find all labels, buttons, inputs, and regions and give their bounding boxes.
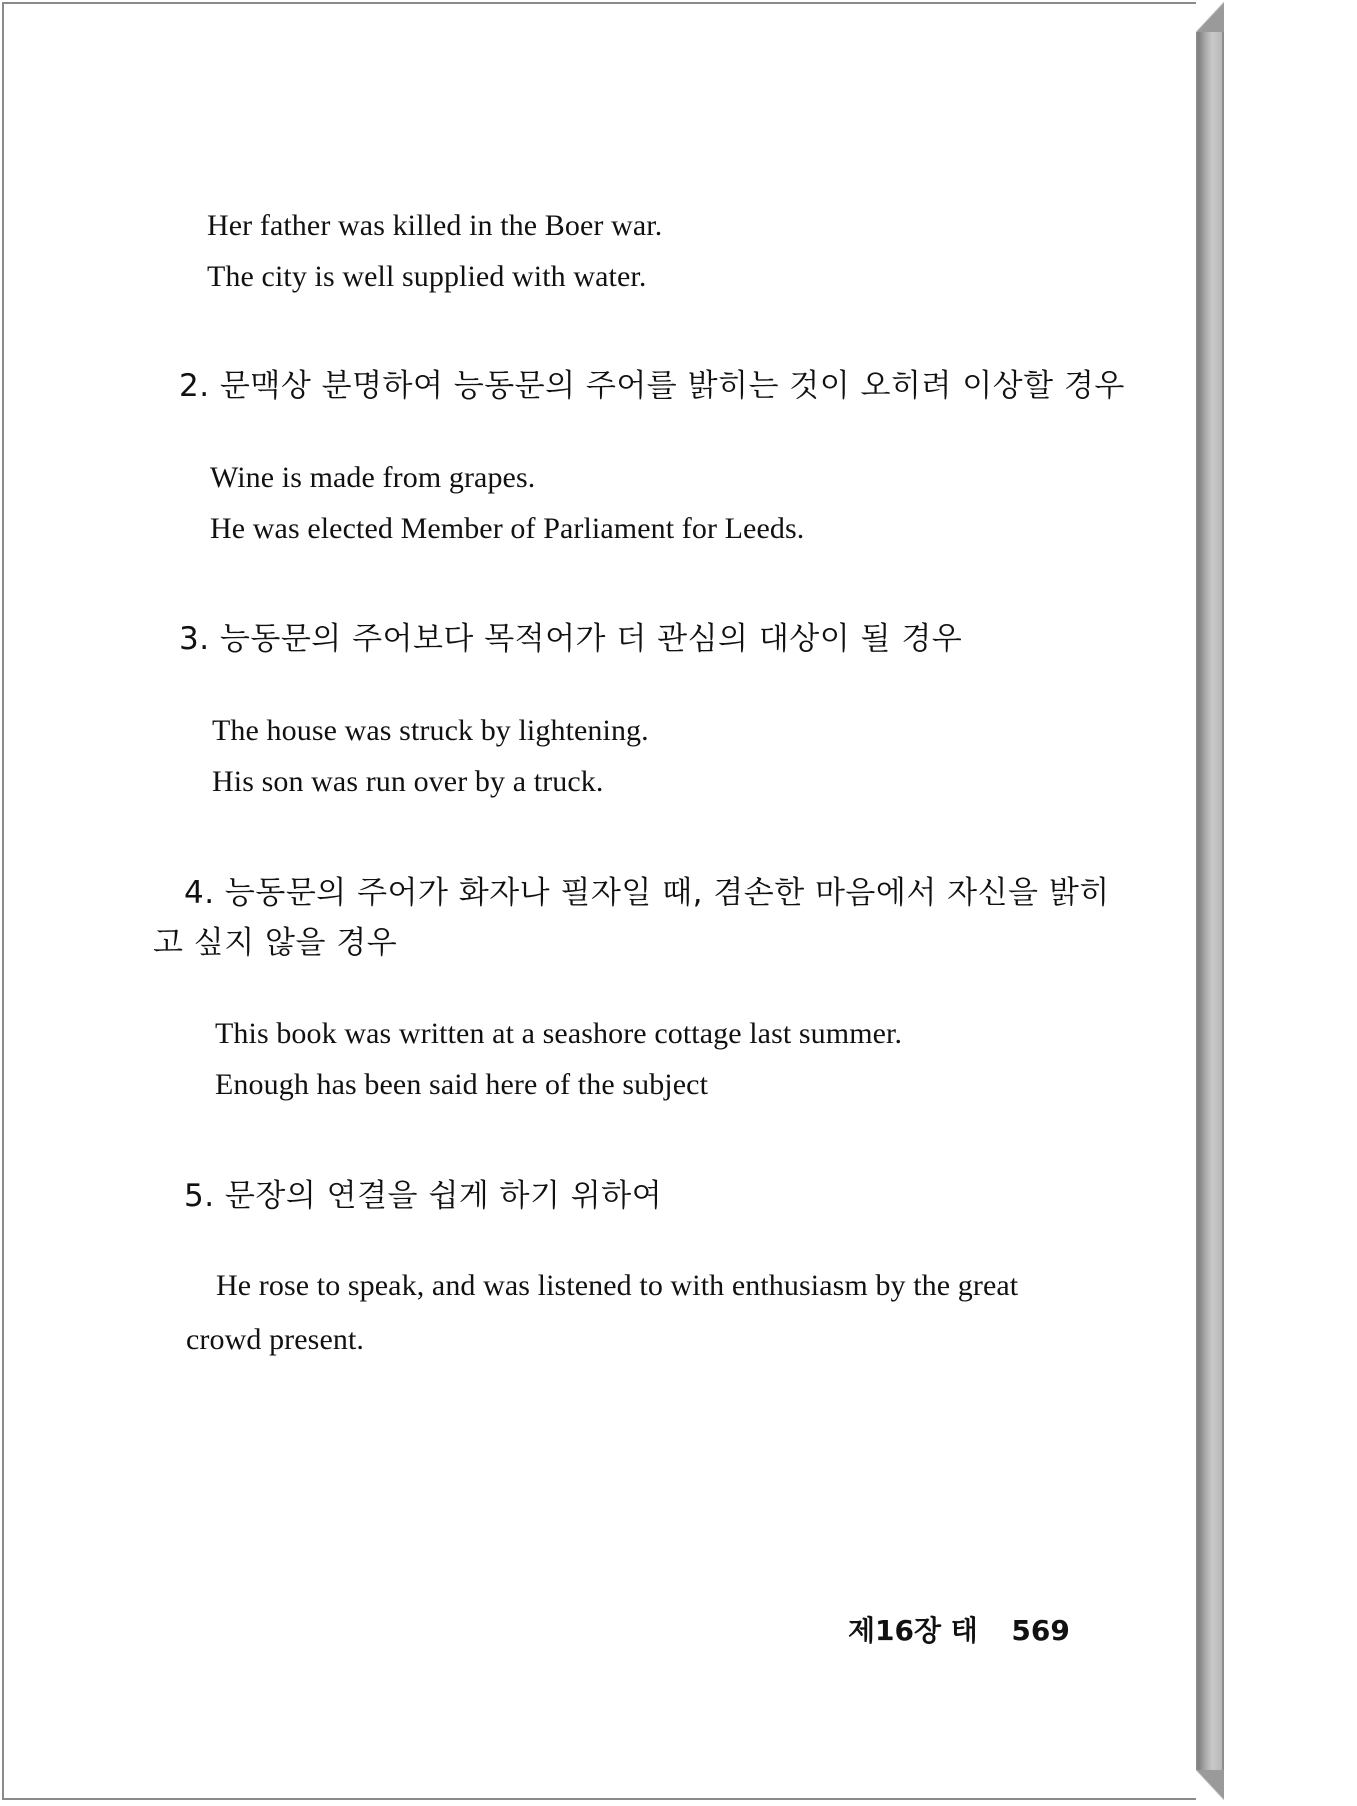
example-sentence: Her father was killed in the Boer war.	[207, 209, 663, 242]
book-page	[2, 2, 1198, 1800]
section-heading-2: 2. 문맥상 분명하여 능동문의 주어를 밝히는 것이 오히려 이상할 경우	[179, 368, 1125, 404]
page-edge-shadow	[1198, 2, 1224, 1800]
example-sentence: He rose to speak, and was listened to with enthusiasm by the great	[216, 1269, 1019, 1302]
example-sentence: This book was written at a seashore cottage last summer.	[215, 1017, 903, 1050]
example-sentence-continued: crowd present.	[186, 1323, 365, 1356]
chapter-label: 제16장 태	[848, 1614, 978, 1647]
section-heading-4-continued: 고 싶지 않을 경우	[153, 925, 398, 961]
example-sentence: Enough has been said here of the subject	[215, 1068, 709, 1101]
example-sentence: His son was run over by a truck.	[212, 765, 604, 798]
section-heading-4: 4. 능동문의 주어가 화자나 필자일 때, 겸손한 마음에서 자신을 밝히	[184, 875, 1110, 911]
section-heading-3: 3. 능동문의 주어보다 목적어가 더 관심의 대상이 될 경우	[179, 621, 963, 657]
page-footer	[848, 1609, 1070, 1649]
section-heading-5: 5. 문장의 연결을 쉽게 하기 위하여	[184, 1178, 663, 1214]
example-sentence: Wine is made from grapes.	[210, 461, 536, 494]
page-number: 569	[1011, 1614, 1070, 1647]
example-sentence: The city is well supplied with water.	[207, 260, 647, 293]
example-sentence: He was elected Member of Parliament for Leeds.	[210, 512, 805, 545]
example-sentence: The house was struck by lightening.	[212, 714, 649, 747]
